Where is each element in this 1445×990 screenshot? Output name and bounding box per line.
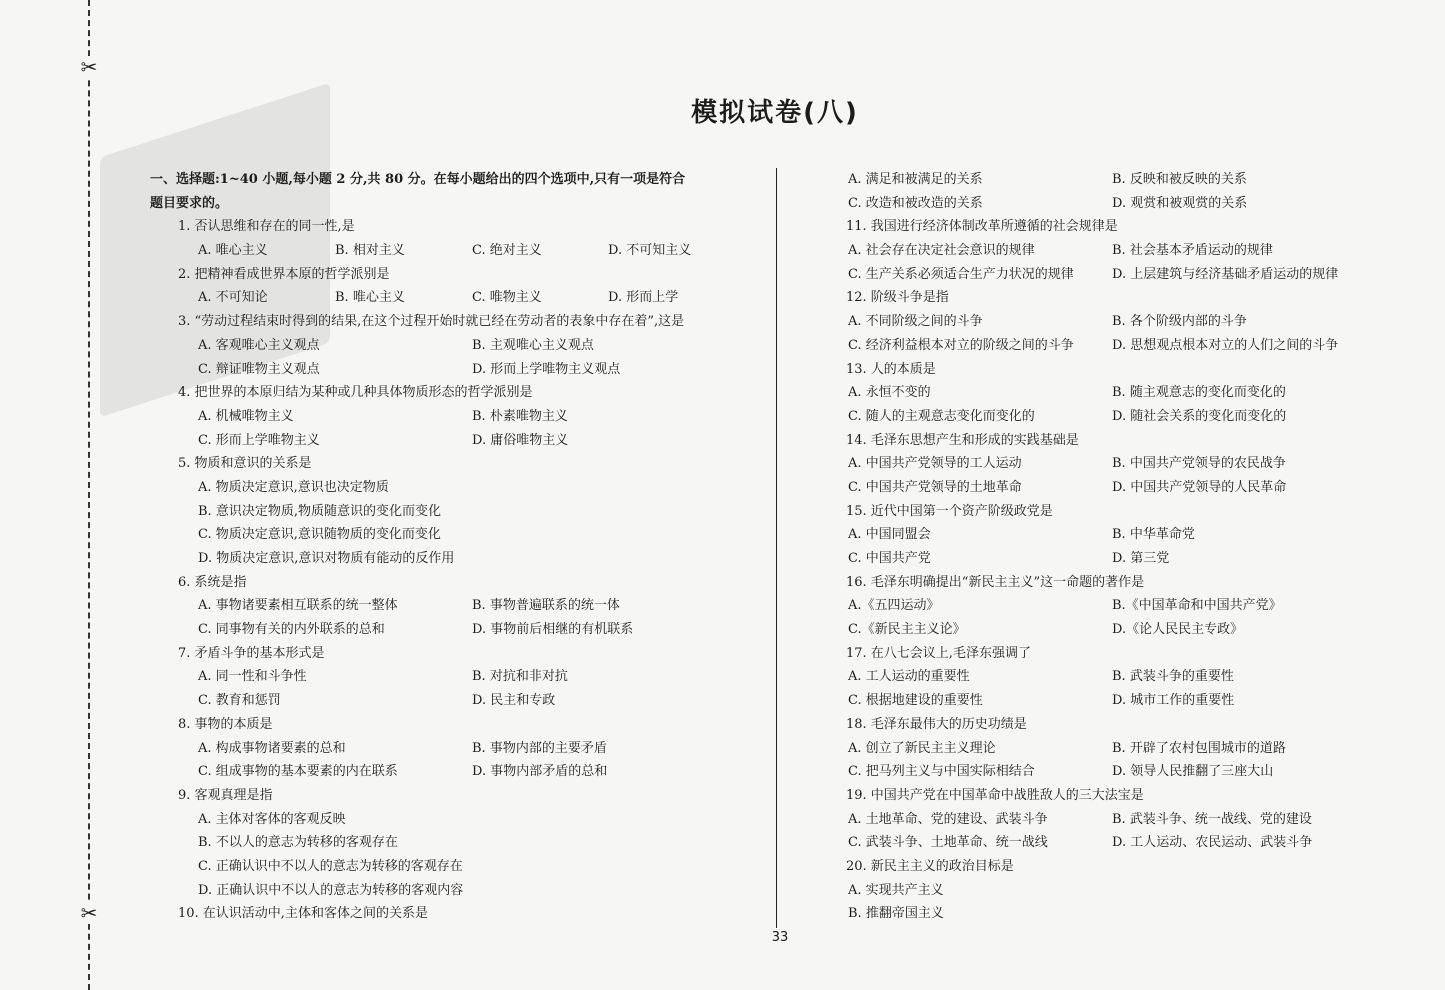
option: C. 随人的主观意志变化而变化的: [848, 408, 1035, 424]
option: C. 正确认识中不以人的意志为转移的客观存在: [198, 858, 463, 874]
option: A. 社会存在决定社会意识的规律: [848, 243, 1035, 259]
option: B.《中国革命和中国共产党》: [1112, 598, 1282, 614]
option-row: [818, 239, 1378, 263]
option: B. 推翻帝国主义: [848, 906, 944, 922]
option-row: [150, 618, 766, 642]
option: A.《五四运动》: [848, 598, 940, 614]
option-row: [150, 689, 766, 713]
option-row: [150, 476, 766, 500]
option: C. 中国共产党领导的土地革命: [848, 479, 1022, 495]
option: C. 教育和惩罚: [198, 693, 281, 709]
option: B. 各个阶级内部的斗争: [1112, 314, 1247, 330]
option: B. 开辟了农村包围城市的道路: [1112, 740, 1286, 756]
option: B. 不以人的意志为转移的客观存在: [198, 835, 398, 851]
question-stem: 20. 新民主主义的政治目标是: [846, 858, 1014, 874]
page-title: 模拟试卷(八): [691, 98, 859, 128]
option: D. 随社会关系的变化而变化的: [1112, 408, 1287, 424]
option-row: [150, 831, 766, 855]
option: A. 永恒不变的: [848, 385, 931, 401]
option: A. 构成事物诸要素的总和: [198, 740, 346, 756]
option-row: [818, 879, 1378, 903]
question-stem: 6. 系统是指: [178, 574, 247, 590]
option: B. 主观唯心主义观点: [472, 337, 594, 353]
option-row: [818, 689, 1378, 713]
left-column: [150, 168, 766, 926]
option: A. 实现共产主义: [848, 882, 944, 898]
option: D. 观赏和被观赏的关系: [1112, 195, 1248, 211]
option: D. 形而上学唯物主义观点: [472, 361, 621, 377]
option: C. 生产关系必须适合生产力状况的规律: [848, 266, 1074, 282]
option: D. 第三党: [1112, 551, 1170, 566]
option: C. 经济利益根本对立的阶级之间的斗争: [848, 337, 1074, 353]
question-stem: 7. 矛盾斗争的基本形式是: [178, 645, 325, 661]
option: B. 随主观意志的变化而变化的: [1112, 385, 1286, 401]
option: D. 庸俗唯物主义: [472, 432, 569, 448]
question-stem: 16. 毛泽东明确提出“新民主主义”这一命题的著作是: [846, 574, 1145, 590]
question-stem: 3. “劳动过程结束时得到的结果,在这个过程开始时就已经在劳动者的表象中存在着”,这是: [178, 314, 685, 330]
option: C. 同事物有关的内外联系的总和: [198, 622, 385, 638]
option: D. 工人运动、农民运动、武装斗争: [1112, 835, 1313, 851]
option-row: [818, 405, 1378, 429]
option-row: [818, 618, 1378, 642]
option-row: [150, 405, 766, 429]
option-row: [150, 334, 766, 358]
option: C. 物质决定意识,意识随物质的变化而变化: [198, 527, 441, 543]
option: A. 土地革命、党的建设、武装斗争: [848, 811, 1048, 827]
option-row: [150, 523, 766, 547]
option-row: [150, 500, 766, 524]
section-heading-cont: 题目要求的。: [150, 195, 229, 211]
option: D. 事物前后相继的有机联系: [472, 622, 634, 638]
option: B. 事物普遍联系的统一体: [472, 598, 620, 614]
question-stem: 10. 在认识活动中,主体和客体之间的关系是: [178, 906, 428, 922]
option: A. 机械唯物主义: [198, 408, 294, 424]
option: A. 中国同盟会: [848, 527, 931, 543]
option-row: [150, 855, 766, 879]
option-row: [150, 760, 766, 784]
option: B. 相对主义: [335, 243, 405, 259]
option: A. 不可知论: [198, 290, 268, 306]
option: B. 武装斗争的重要性: [1112, 669, 1234, 685]
question-stem: 14. 毛泽东思想产生和形成的实践基础是: [846, 432, 1079, 448]
option-row: [818, 381, 1378, 405]
option: C. 中国共产党: [848, 551, 931, 566]
option: C. 绝对主义: [472, 243, 542, 259]
option-row: [150, 429, 766, 453]
option: A. 满足和被满足的关系: [848, 172, 983, 187]
option: D. 物质决定意识,意识对物质有能动的反作用: [198, 551, 455, 566]
option: C. 武装斗争、土地革命、统一战线: [848, 835, 1048, 851]
option-row: [818, 760, 1378, 784]
option-row: [150, 358, 766, 382]
option: C. 改造和被改造的关系: [848, 195, 983, 211]
option-row: [150, 594, 766, 618]
option: B. 朴素唯物主义: [472, 408, 568, 424]
option: A. 创立了新民主主义理论: [848, 740, 996, 756]
option: B. 中国共产党领导的农民战争: [1112, 456, 1286, 472]
option: C. 组成事物的基本要素的内在联系: [198, 764, 398, 780]
option: B. 意识决定物质,物质随意识的变化而变化: [198, 503, 441, 519]
option: D. 正确认识中不以人的意志为转移的客观内容: [198, 882, 464, 898]
option: D. 城市工作的重要性: [1112, 693, 1235, 709]
question-stem: 2. 把精神看成世界本原的哲学派别是: [178, 266, 390, 282]
option: C. 唯物主义: [472, 290, 542, 306]
question-stem: 9. 客观真理是指: [178, 787, 273, 803]
option-row: [818, 334, 1378, 358]
option: B. 社会基本矛盾运动的规律: [1112, 243, 1273, 259]
option: B. 唯心主义: [335, 290, 405, 306]
option: A. 同一性和斗争性: [198, 669, 307, 685]
option: D. 不可知主义: [608, 243, 692, 259]
option: A. 客观唯心主义观点: [198, 337, 320, 353]
option-row: [150, 665, 766, 689]
option: A. 主体对客体的客观反映: [198, 811, 346, 827]
option: B. 对抗和非对抗: [472, 669, 568, 685]
section-heading: 一、选择题:1~40 小题,每小题 2 分,共 80 分。在每小题给出的四个选项中,只有一项是符合: [150, 172, 686, 187]
question-stem: 5. 物质和意识的关系是: [178, 456, 312, 472]
page-number: 33: [771, 930, 789, 945]
question-stem: 11. 我国进行经济体制改革所遵循的社会规律是: [846, 219, 1118, 235]
question-stem: 19. 中国共产党在中国革命中战胜敌人的三大法宝是: [846, 787, 1144, 803]
option-row: [150, 286, 766, 310]
option: D.《论人民民主专政》: [1112, 622, 1244, 638]
column-divider: [776, 168, 777, 928]
option: A. 唯心主义: [198, 243, 268, 259]
question-stem: 1. 否认思维和存在的同一性,是: [178, 219, 355, 235]
option: C. 根据地建设的重要性: [848, 693, 983, 709]
cut-line: [88, 0, 90, 990]
right-column: [818, 168, 1378, 926]
option: D. 思想观点根本对立的人们之间的斗争: [1112, 337, 1339, 353]
option-row: [818, 168, 1378, 192]
option: D. 民主和专政: [472, 693, 556, 709]
question-stem: 4. 把世界的本原归结为某种或几种具体物质形态的哲学派别是: [178, 385, 533, 401]
option: A. 物质决定意识,意识也决定物质: [198, 479, 389, 495]
option-row: [150, 879, 766, 903]
option-row: [150, 737, 766, 761]
option: B. 武装斗争、统一战线、党的建设: [1112, 811, 1312, 827]
question-stem: 18. 毛泽东最伟大的历史功绩是: [846, 716, 1027, 732]
option-row: [818, 902, 1378, 926]
option-row: [818, 192, 1378, 216]
option: B. 中华革命党: [1112, 527, 1195, 543]
option-row: [818, 523, 1378, 547]
option-row: [818, 737, 1378, 761]
scissors-icon: ✂: [78, 56, 100, 78]
option-row: [818, 310, 1378, 334]
question-stem: 15. 近代中国第一个资产阶级政党是: [846, 503, 1053, 519]
option: B. 反映和被反映的关系: [1112, 172, 1247, 187]
question-stem: 13. 人的本质是: [846, 361, 936, 377]
option: C.《新民主主义论》: [848, 622, 966, 638]
option: C. 形而上学唯物主义: [198, 432, 320, 448]
option: A. 不同阶级之间的斗争: [848, 314, 983, 330]
option: D. 事物内部矛盾的总和: [472, 764, 608, 780]
option-row: [818, 547, 1378, 571]
option: D. 形而上学: [608, 290, 679, 306]
option: B. 事物内部的主要矛盾: [472, 740, 607, 756]
option-row: [150, 239, 766, 263]
option: A. 事物诸要素相互联系的统一整体: [198, 598, 398, 614]
option-row: [818, 808, 1378, 832]
option: D. 领导人民推翻了三座大山: [1112, 764, 1274, 780]
question-stem: 8. 事物的本质是: [178, 716, 273, 732]
option: C. 辩证唯物主义观点: [198, 361, 320, 377]
option-row: [818, 665, 1378, 689]
option-row: [818, 263, 1378, 287]
scissors-icon: ✂: [78, 902, 100, 924]
option-row: [818, 476, 1378, 500]
option-row: [150, 808, 766, 832]
question-stem: 17. 在八七会议上,毛泽东强调了: [846, 645, 1031, 661]
option: D. 中国共产党领导的人民革命: [1112, 479, 1287, 495]
option: A. 工人运动的重要性: [848, 669, 970, 685]
option-row: [818, 594, 1378, 618]
option-row: [818, 452, 1378, 476]
option: A. 中国共产党领导的工人运动: [848, 456, 1022, 472]
option: D. 上层建筑与经济基础矛盾运动的规律: [1112, 266, 1339, 282]
question-stem: 12. 阶级斗争是指: [846, 290, 949, 306]
option-row: [150, 547, 766, 571]
option: C. 把马列主义与中国实际相结合: [848, 764, 1035, 780]
option-row: [818, 831, 1378, 855]
